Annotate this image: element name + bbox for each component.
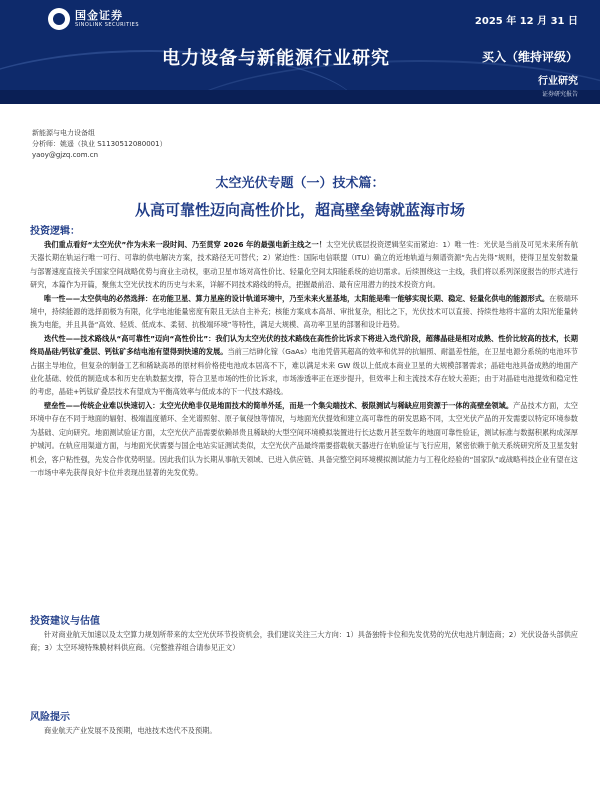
risk-section xyxy=(30,711,578,737)
paragraph-lead: 迭代性——技术路线从“高可靠性”迈向“高性价比”：我们认为太空光伏的技术路线在高性价比诉求下将进入迭代阶段，超薄晶硅是相对成熟、性价比较高的技术，长期终局晶硅/钙钛矿叠层、钙钛矿多结电池有望得到快速的发展。 xyxy=(30,333,578,357)
analyst-info xyxy=(32,128,167,161)
paragraph-lead: 唯一性——太空供电的必然选择：在功能卫星、算力星座的设计轨道环境中，乃至未来火星基地，太阳能是唯一能够实现长期、稳定、轻量化供电的能源形式。 xyxy=(44,293,550,303)
risk-heading: 风险提示 xyxy=(30,712,70,723)
paragraph-body: 在极端环境中，持续能源的选择面极为有限，化学电池能量密度有限且无法自主补充；核能方案成本高昂、审批复杂，相比之下，光伏技术可以直接、持续性地将丰富的太阳光能量转换为电能，并且具备“高效、轻质、低成本、柔韧、抗极端环境”等特性，满足大规模、高功率卫星的部署和设计趋势。 xyxy=(30,293,578,330)
paragraph-iteration xyxy=(30,332,578,399)
brand-logo xyxy=(48,8,139,30)
report-date: 2025 年 12 月 31 日 xyxy=(474,16,578,27)
paragraph-body: 太空光伏底层投资逻辑坚实而紧迫：1）唯一性：光伏是当前及可见未来所有航天器长期在轨运行唯一可行、可靠的供电解决方案，技术路径无可替代；2）紧迫性：国际电信联盟（ITU）确立的近地轨道与频谱资源“先占先得”规则，使得卫星发射数量与部署速度直接关乎国家空间战略优势与商业主动权，驱动卫星市场对高性价比、轻量化空间太阳能系统的迫切需求。后续围绕这一主线，我们将以系列深度报告的形式进行研究，本篇作为开篇，聚焦太空光伏技术的历史与未来，详解不同技术路线的特点，把握最前沿、最有应用潜力的技术投资方向。 xyxy=(30,240,578,290)
brand-logo-icon xyxy=(48,8,70,30)
paragraph-lead: 我们重点看好“太空光伏”作为未来一段时间、乃至贯穿 2026 年的最强电新主线之一！ xyxy=(44,240,327,249)
paragraph-uniqueness xyxy=(30,292,578,332)
brand-name-cn: 国金证券 xyxy=(75,8,123,22)
paragraph-main-thesis xyxy=(30,238,578,292)
risk-text: 商业航天产业发展不及预期，电池技术迭代不及预期。 xyxy=(44,726,217,735)
report-titles xyxy=(0,172,600,220)
report-series-title: 电力设备与新能源行业研究 xyxy=(162,48,390,69)
paragraph-lead: 壁垒性——传统企业难以快速切入：太空光伏绝非仅是地面技术的简单外延，而是一个集尖端技术、极限测试与稀缺应用资源于一体的高壁垒领域。 xyxy=(44,400,514,410)
header-bottom-stripe xyxy=(0,90,600,104)
investment-advice-section xyxy=(30,615,578,655)
report-type: 行业研究 xyxy=(538,76,578,87)
paragraph-body: 当前三结砷化镓（GaAs）电池凭借其超高的效率和优异的抗辐照、耐温差性能，在卫星电源分系统的电池环节占据主导地位，但复杂的制备工艺和稀缺高昂的原材料价格使电池成本居高不下，难以满足未来 GW 级以上低成本商业卫星的大规模部署需求；晶硅电池具备成熟的地面产业化基础、较低的制造成本和历史在轨数据支撑，符合卫星市场的性价比诉求，市场渗透率正在逐步提升，但效率上和主流技术存在较大差距；由于对晶硅电池提效和稳定性的考虑，晶硅+钙钛矿叠层技术有望成为平衡高效率与低成本的下一代技术路线。 xyxy=(30,347,578,397)
brand-name-en: SINOLINK SECURITIES xyxy=(75,21,139,28)
report-title-line2: 从高可靠性迈向高性价比，超高壁垒铸就蓝海市场 xyxy=(134,201,465,219)
investment-advice-text: 针对商业航天加速以及太空算力规划所带来的太空光伏环节投资机会，我们建议关注三大方向：1）具备独特卡位和先发优势的光伏电池片制造商；2）光伏设备头部供应商；3）太空环境特殊膜材料供应商。（完整推荐组合请参见正文） xyxy=(30,630,578,653)
paragraph-barrier xyxy=(30,399,578,479)
report-subtype: 证券研究报告 xyxy=(541,91,578,98)
paragraph-body: 产品技术方面，太空环境中存在不同于地面的辐射、极端温度循环、全光谱照射、原子氧侵蚀等情况，与地面光伏提效和建立高可靠性的研发思路不同，太空光伏产品的开发需要以特定环境参数为基础、定向研究。地面测试验证方面，太空光伏产品需要依赖昂贵且稀缺的大型空间环境模拟装置进行长达数月甚至数年的地面可靠性验证，测试标准与数据积累构成深厚护城河。在轨应用渠道方面，与地面光伏需要与国企电站实证测试类似，太空光伏产品最终需要搭载航天器进行在轨验证与飞行应用，紧密依赖于航天系统研究所及卫星发射机会，客户粘性强，先发合作优势明显。因此我们认为长期从事航天领域、已进入供应链、具备完整空间环境模拟测试能力与工程化经验的“国家队”或战略科技企业有望在这一市场中率先获得良好卡位并表现出显著的先发优势。 xyxy=(30,400,578,477)
report-title-line1: 太空光伏专题（一）技术篇： xyxy=(215,176,385,191)
investment-logic-heading: 投资逻辑： xyxy=(30,226,80,237)
investment-logic-section xyxy=(30,225,578,479)
rating-badge: 买入（维持评级） xyxy=(481,50,578,64)
investment-advice-heading: 投资建议与估值 xyxy=(30,616,100,627)
analyst-group: 新能源与电力设备组 xyxy=(32,129,95,137)
analyst-email: yaoy@gjzq.com.cn xyxy=(32,151,99,159)
analyst-name: 分析师：姚遥（执业 S1130512080001） xyxy=(32,140,167,148)
report-header xyxy=(0,0,600,104)
